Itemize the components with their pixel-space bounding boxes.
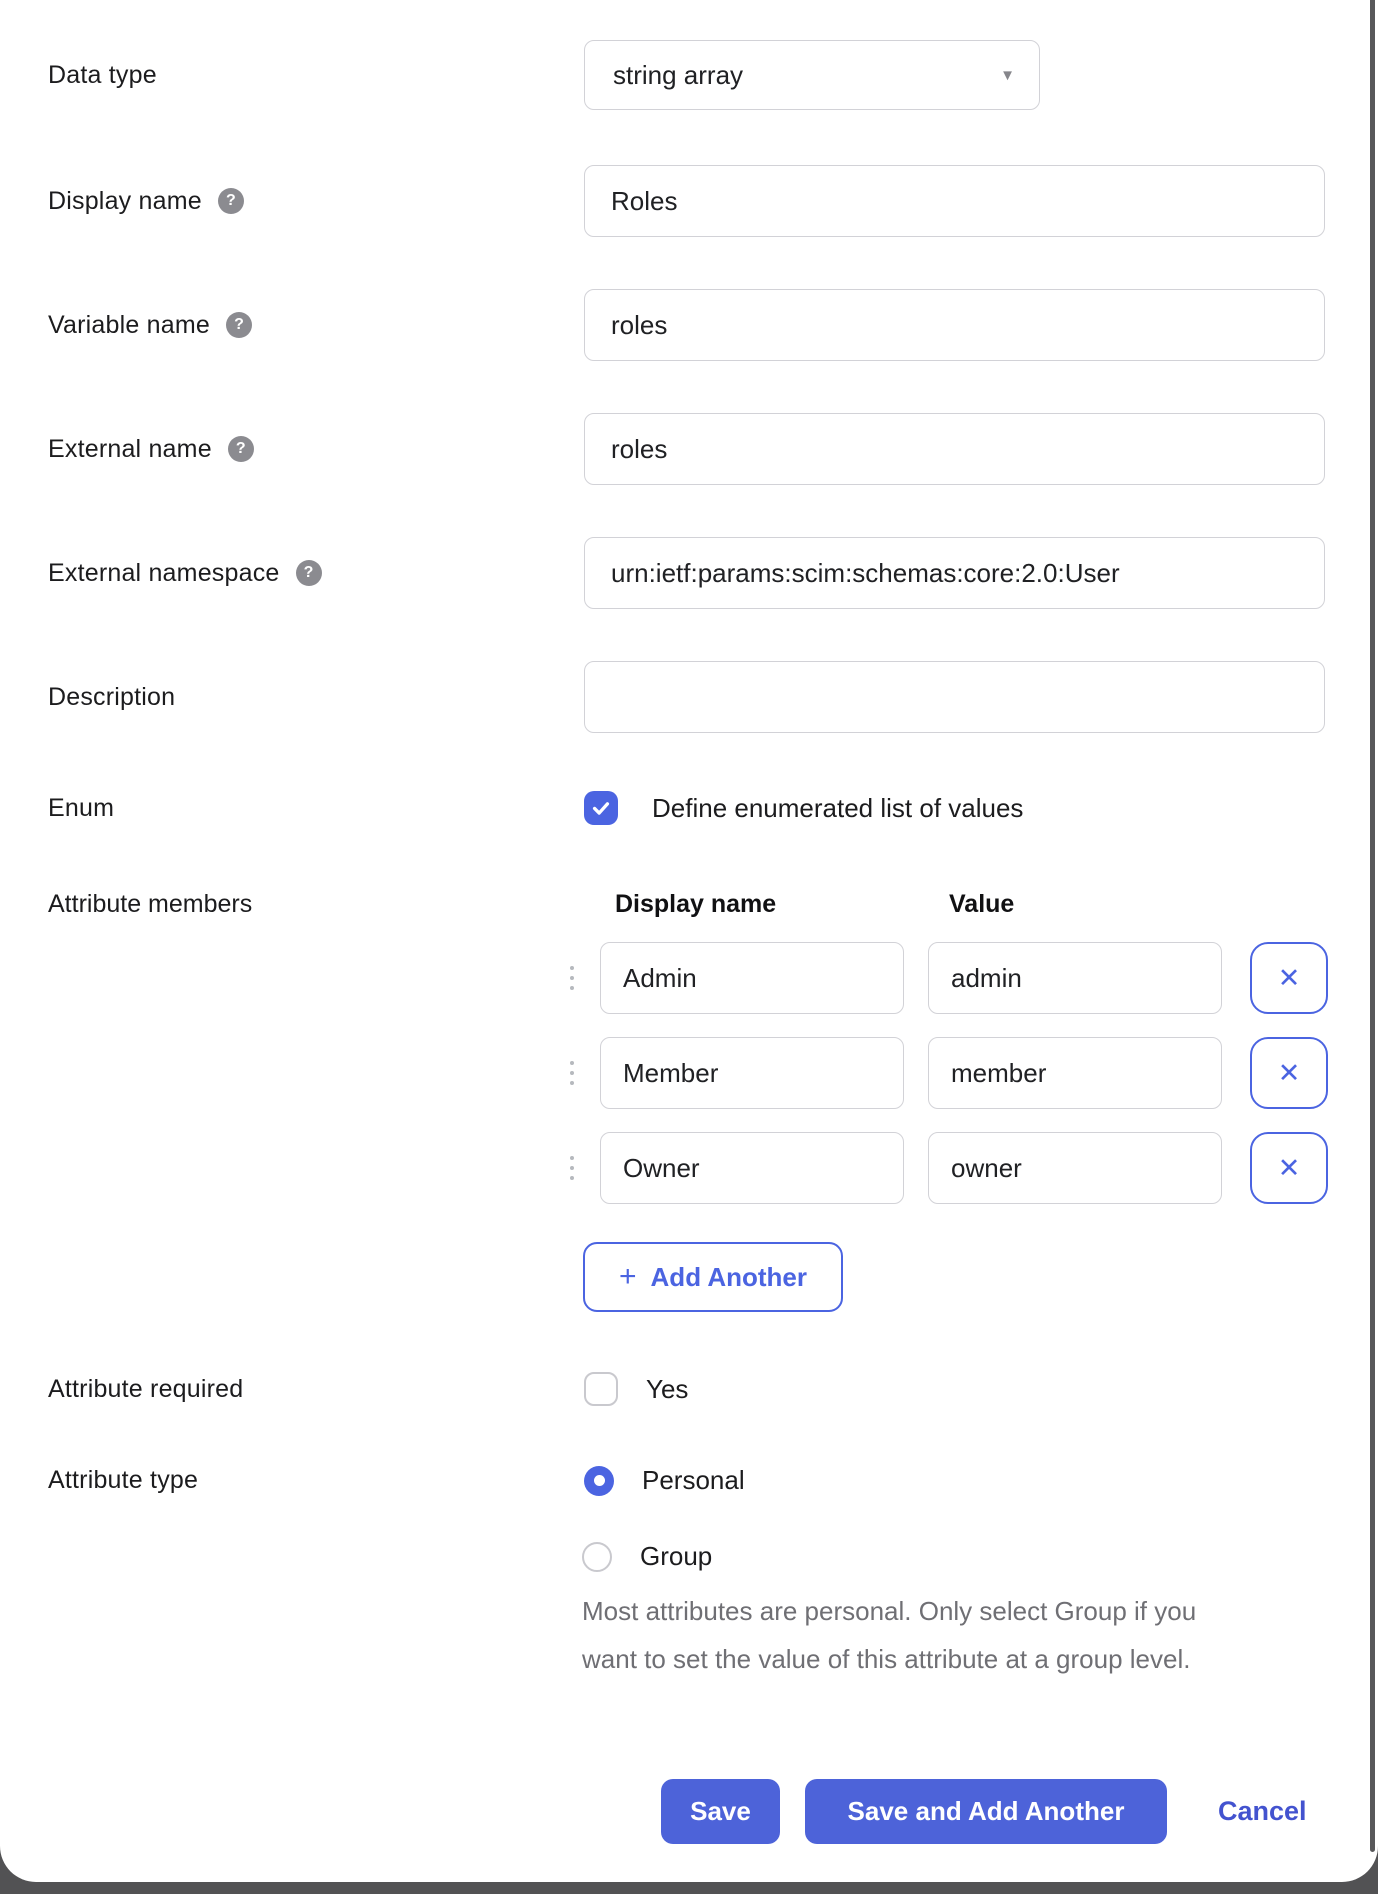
member-display-name-input[interactable] xyxy=(600,1132,904,1204)
row-description xyxy=(0,661,1378,733)
cancel-button[interactable]: Cancel xyxy=(1218,1796,1307,1826)
close-icon: ✕ xyxy=(1277,1057,1301,1088)
remove-member-button[interactable] xyxy=(1250,942,1328,1014)
attribute-required-label: Attribute required xyxy=(48,1374,244,1403)
attribute-type-helper-text xyxy=(0,1587,1378,1683)
data-type-selected-value: string array xyxy=(613,59,744,90)
external-namespace-label: External namespace xyxy=(48,558,280,587)
helper-line-1: Most attributes are personal. Only select Group if you xyxy=(582,1596,1197,1626)
attribute-members-label: Attribute members xyxy=(48,889,253,918)
row-external-name xyxy=(0,413,1378,485)
display-name-input[interactable] xyxy=(584,165,1325,237)
members-col-display-name: Display name xyxy=(615,889,777,918)
close-icon: ✕ xyxy=(1277,1152,1301,1183)
required-yes-checkbox-unchecked[interactable] xyxy=(584,1372,618,1406)
display-name-label: Display name xyxy=(48,186,202,215)
add-another-button[interactable] xyxy=(583,1242,843,1312)
add-another-row xyxy=(0,1242,1378,1312)
form-footer xyxy=(0,1779,1378,1844)
row-external-namespace xyxy=(0,537,1378,609)
external-name-label: External name xyxy=(48,434,212,463)
external-name-input[interactable] xyxy=(584,413,1325,485)
remove-member-button[interactable] xyxy=(1250,1037,1328,1109)
row-enum xyxy=(0,791,1378,825)
group-radio-unselected[interactable] xyxy=(582,1542,612,1572)
drag-handle-icon[interactable] xyxy=(570,966,578,990)
row-display-name xyxy=(0,165,1378,237)
member-display-name-input[interactable] xyxy=(600,942,904,1014)
group-radio-label: Group xyxy=(640,1541,713,1571)
row-attribute-type xyxy=(0,1465,1378,1496)
help-icon[interactable]: ? xyxy=(218,188,244,214)
check-icon xyxy=(590,797,612,819)
radio-dot xyxy=(594,1475,605,1486)
help-icon[interactable]: ? xyxy=(228,436,254,462)
data-type-select[interactable] xyxy=(584,40,1040,110)
data-type-label: Data type xyxy=(48,60,157,89)
scrollbar-thumb[interactable] xyxy=(1370,0,1375,1852)
enum-checkbox-label: Define enumerated list of values xyxy=(652,792,1024,823)
required-yes-label: Yes xyxy=(646,1373,689,1404)
enum-checkbox-checked[interactable] xyxy=(584,791,618,825)
helper-line-2: want to set the value of this attribute at a group level. xyxy=(582,1644,1191,1674)
member-row xyxy=(0,942,1378,1014)
attribute-type-label: Attribute type xyxy=(48,1466,199,1494)
row-data-type xyxy=(0,40,1378,110)
external-namespace-input[interactable] xyxy=(584,537,1325,609)
member-display-name-input[interactable] xyxy=(600,1037,904,1109)
personal-radio-selected[interactable] xyxy=(584,1466,614,1496)
chevron-down-icon: ▼ xyxy=(1000,66,1015,84)
member-row xyxy=(0,1132,1378,1204)
help-icon[interactable]: ? xyxy=(226,312,252,338)
save-and-add-another-button[interactable]: Save and Add Another xyxy=(805,1779,1167,1844)
close-icon: ✕ xyxy=(1277,962,1301,993)
save-button[interactable]: Save xyxy=(661,1779,780,1844)
description-input[interactable] xyxy=(584,661,1325,733)
description-label: Description xyxy=(48,682,176,711)
row-variable-name xyxy=(0,289,1378,361)
help-icon[interactable]: ? xyxy=(296,560,322,586)
enum-label: Enum xyxy=(48,793,115,822)
members-header xyxy=(0,889,1378,919)
member-row xyxy=(0,1037,1378,1109)
member-value-input[interactable] xyxy=(928,942,1222,1014)
personal-radio-label: Personal xyxy=(642,1465,745,1495)
plus-icon: + xyxy=(619,1260,637,1293)
variable-name-input[interactable] xyxy=(584,289,1325,361)
members-col-value: Value xyxy=(949,889,1015,918)
remove-member-button[interactable] xyxy=(1250,1132,1328,1204)
member-value-input[interactable] xyxy=(928,1037,1222,1109)
drag-handle-icon[interactable] xyxy=(570,1156,578,1180)
variable-name-label: Variable name xyxy=(48,310,210,339)
row-attribute-type-group xyxy=(0,1541,1378,1572)
member-value-input[interactable] xyxy=(928,1132,1222,1204)
add-another-label: Add Another xyxy=(650,1261,807,1292)
row-attribute-required xyxy=(0,1372,1378,1406)
drag-handle-icon[interactable] xyxy=(570,1061,578,1085)
